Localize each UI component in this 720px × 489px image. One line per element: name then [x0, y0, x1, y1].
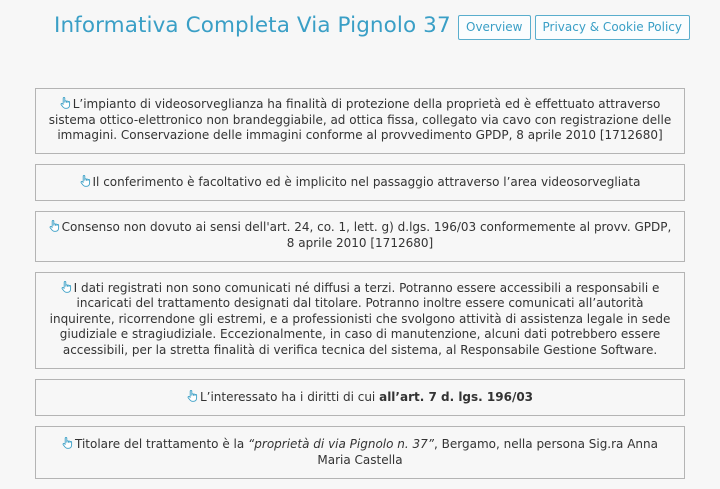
- info-card-rights: [35, 379, 685, 417]
- info-card-text: Titolare del trattamento è la: [75, 437, 249, 452]
- rights-law-reference: all’art. 7 d. lgs. 196/03: [379, 389, 534, 404]
- header: [0, 0, 720, 60]
- info-card-text: Consenso non dovuto ai sensi dell'art. 24, co. 1, lett. g) d.lgs. 196/03 conformemente al provv. GPDP, 8 aprile 2010 [1712680]: [61, 220, 672, 250]
- pointing-hand-icon: [60, 97, 71, 109]
- page-title: Informativa Completa Via Pignolo 37: [54, 13, 451, 38]
- info-card-consent-not-required: [35, 211, 685, 261]
- info-card-list: [35, 88, 685, 489]
- pointing-hand-icon: [62, 437, 73, 449]
- info-card-consent-implicit: [35, 164, 685, 202]
- pointing-hand-icon: [61, 281, 72, 293]
- pointing-hand-icon: [49, 220, 60, 232]
- info-card-data-controller: [35, 426, 685, 479]
- overview-button[interactable]: Overview: [458, 15, 531, 40]
- pointing-hand-icon: [80, 175, 91, 187]
- info-card-purpose: [35, 88, 685, 154]
- controller-name: “proprietà di via Pignolo n. 37”: [248, 437, 435, 452]
- top-nav: [458, 15, 690, 40]
- info-card-data-communication: [35, 272, 685, 369]
- info-card-text: Il conferimento è facoltativo ed è implicito nel passaggio attraverso l’area videosorvegliata: [92, 174, 641, 189]
- info-card-text-suffix: , Bergamo, nella persona Sig.ra Anna Maria Castella: [317, 437, 658, 467]
- privacy-cookie-policy-button[interactable]: Privacy & Cookie Policy: [535, 15, 691, 40]
- info-card-text: L’impianto di videosorveglianza ha finalità di protezione della proprietà ed è effettuato attraverso sistema ottico-elettronico non brandeggiabile, ad ottica fissa, collegato via cavo con registrazione delle immagini. Conservazione delle immagini conforme al provvedimento GPDP, 8 aprile 2010 [1712680]: [48, 97, 672, 143]
- info-card-text: L’interessato ha i diritti di cui: [199, 389, 380, 404]
- info-card-text: I dati registrati non sono comunicati né diffusi a terzi. Potranno essere accessibili a responsabili e incaricati del trattamento designati dal titolare. Potranno inoltre essere comunicati all’autorità inquirente, ricorrendone gli estremi, e a professionisti che svolgono attività di assistenza legale in sede giudiziale e stragiudiziale. Eccezionalmente, in caso di manutenzione, alcuni dati potrebbero essere accessibili, per la stretta finalità di verifica tecnica del sistema, al Responsabile Gestione Software.: [49, 280, 671, 357]
- pointing-hand-icon: [187, 390, 198, 402]
